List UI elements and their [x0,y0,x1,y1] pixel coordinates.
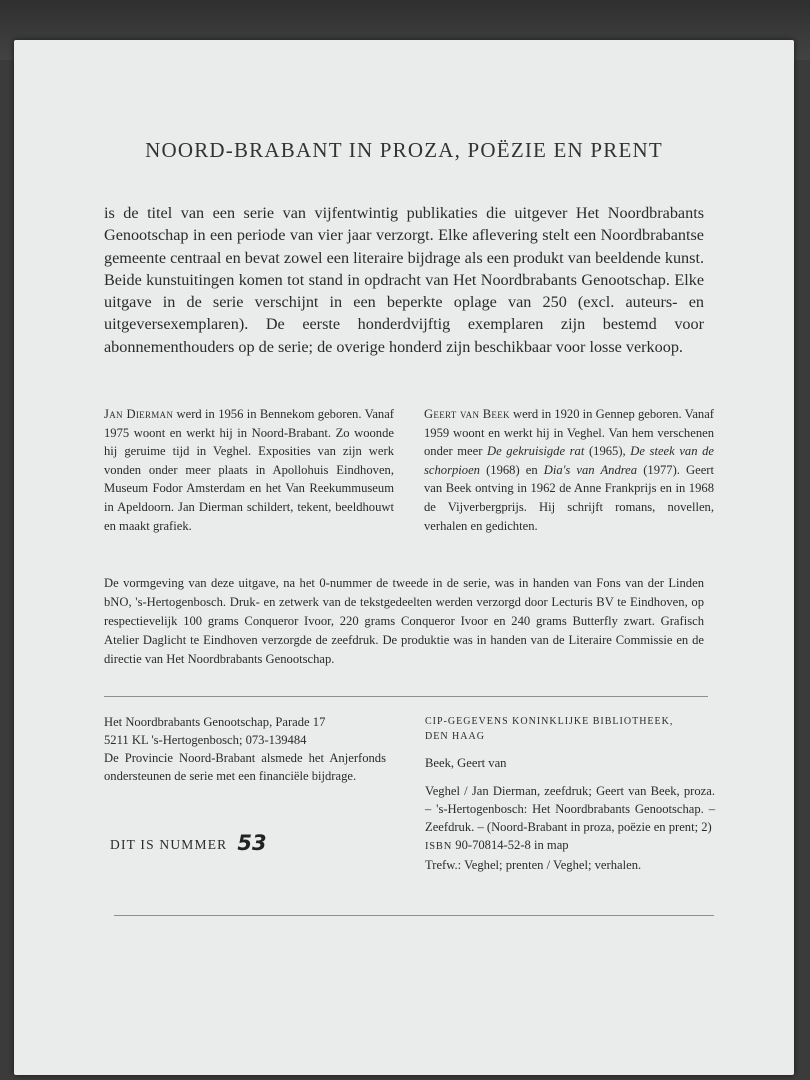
document-sheet [14,40,794,1075]
author-bio [424,405,714,535]
author-bio-text-2: (1977). Geert van Beek ontving in 1962 de Anne Frankprijs en in 1968 de Vijverbergprijs. Hij schrijft romans, novellen, verhalen en gedichten. [424,462,715,533]
publisher-support: De Provincie Noord-Brabant alsmede het Anjerfonds ondersteunen de serie met een financiële bijdrage. [104,751,386,783]
cip-heading-2: DEN HAAG [425,731,485,742]
divider-top [104,696,708,697]
isbn-label: ISBN [425,841,453,852]
cip-heading-1: CIP-GEGEVENS KONINKLIJKE BIBLIOTHEEK, [425,716,674,727]
edition-number: 53 [237,831,267,855]
author-work-3: Dia's van Andrea [543,462,638,477]
cip-description: Veghel / Jan Dierman, zeefdruk; Geert van Beek, proza. – 's-Hertogenbosch: Het Noordbrabants Genootschap. – Zeefdruk. – (Noord-Brabant in proza, poëzie en prent; 2) [425,784,715,834]
series-title: NOORD-BRABANT IN PROZA, POËZIE EN PRENT [145,138,663,162]
author-year-2: (1968) en [486,462,538,477]
author-work-2: De steek van de schorpioen [424,444,714,477]
publisher-postal: 5211 KL 's-Hertogenbosch; 073-139484 [104,733,307,747]
publisher-block [104,713,386,785]
artist-bio [104,405,394,535]
edition-label: DIT IS NUMMER [110,837,228,852]
cip-isbn [425,836,715,856]
author-bio-text-1: werd in 1920 in Gennep geboren. Vanaf 1959 woont en werkt hij in Veghel. Van hem verschenen onder meer [424,407,714,459]
isbn-value: 90-70814-52-8 in map [455,838,569,852]
publisher-address: Het Noordbrabants Genootschap, Parade 17 [104,715,326,729]
author-year-1: (1965), [588,444,626,459]
divider-bottom [114,915,714,916]
edition-number-row [110,830,267,854]
artist-bio-text: werd in 1956 in Bennekom geboren. Vanaf 1975 woont en werkt hij in Noord-Brabant. Zo woonde hij geruime tijd in Veghel. Exposities van zijn werk vonden onder meer plaats in Apollohuis Eindhoven, Museum Fodor Amsterdam en het Van Reekummuseum in Apeldoorn. Jan Dierman schildert, tekent, beeldhouwt en maakt grafiek. [104,407,394,533]
cip-keywords: Trefw.: Veghel; prenten / Veghel; verhalen. [425,858,642,872]
intro-paragraph: is de titel van een serie van vijfentwintig publikaties die uitgever Het Noordbrabants Genootschap in een periode van vier jaar verzorgt. Elke aflevering stelt een Noordbrabantse gemeente centraal en bevat zowel een literaire bijdrage als een produkt van beeldende kunst. Beide kunstuitingen komen tot stand in opdracht van Het Noordbrabants Genootschap. Elke uitgave in de serie verschijnt in een beperkte oplage van 250 (excl. auteurs- en uitgeversexemplaren). De eerste honderdvijftig exemplaren zijn bestemd voor abonnementhouders op de serie; de overige honderd zijn beschikbaar voor losse verkoop. [104,204,704,356]
cip-entry: Beek, Geert van [425,756,507,770]
author-work-1: De gekruisigde rat [487,444,585,459]
artist-name: Jan Dierman [104,407,174,421]
colophon-paragraph: De vormgeving van deze uitgave, na het 0-nummer de tweede in de serie, was in handen van Fons van der Linden bNO, 's-Hertogenbosch. Druk- en zetwerk van de tekstgedeelten werden verzorgd door Lecturis BV te Eindhoven, op respectievelijk 100 grams Conqueror Ivoor, 220 grams Conqueror Ivoor en 240 grams Butterfly zwart. Grafisch Atelier Daglicht te Eindhoven verzorgde de zeefdruk. De produktie was in handen van de Literaire Commissie en de directie van Het Noordbrabants Genootschap. [104,576,704,666]
author-name: Geert van Beek [424,407,510,421]
cip-block [425,714,715,874]
